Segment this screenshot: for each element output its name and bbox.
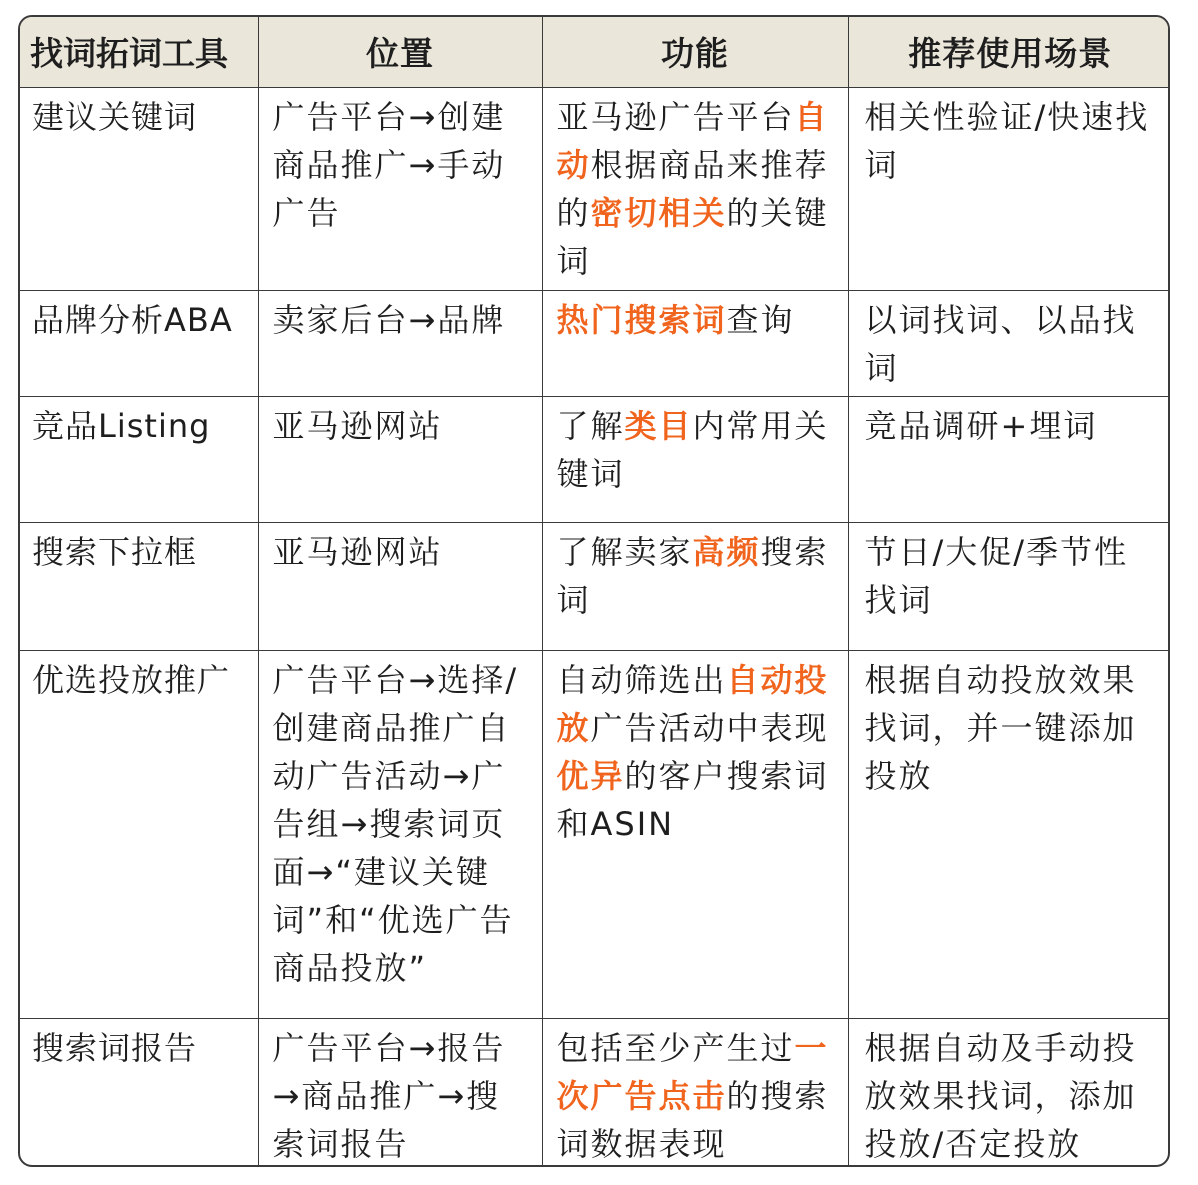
cell-scene: 节日/大促/季节性找词 xyxy=(848,522,1170,650)
cell-location: 广告平台→创建商品推广→手动广告 xyxy=(258,87,542,290)
function-text: 内常用关键词 xyxy=(556,406,829,493)
cell-scene: 以词找词、以品找词 xyxy=(848,290,1170,396)
header-function: 功能 xyxy=(542,17,848,87)
function-text: 搜索词 xyxy=(556,532,829,619)
cell-function xyxy=(542,290,848,396)
cell-function xyxy=(542,396,848,522)
cell-function xyxy=(542,650,848,1018)
cell-function xyxy=(542,522,848,650)
highlight-keyword: 热门搜索词 xyxy=(556,300,727,339)
header-row xyxy=(20,17,1170,87)
table-row xyxy=(20,290,1170,396)
highlight-keyword: 一次广告点击 xyxy=(556,1028,829,1115)
function-text: 查询 xyxy=(726,300,795,339)
table-body xyxy=(20,87,1170,1167)
cell-function xyxy=(542,87,848,290)
cell-location: 广告平台→报告→商品推广→搜索词报告 xyxy=(258,1018,542,1167)
cell-scene: 相关性验证/快速找词 xyxy=(848,87,1170,290)
highlight-keyword: 优异 xyxy=(556,756,625,795)
highlight-keyword: 类目 xyxy=(624,406,693,445)
cell-scene: 根据自动投放效果找词，并一键添加投放 xyxy=(848,650,1170,1018)
header-location: 位置 xyxy=(258,17,542,87)
function-text: 的搜索词数据表现 xyxy=(556,1076,829,1163)
cell-tool: 搜索词报告 xyxy=(20,1018,258,1167)
cell-tool: 搜索下拉框 xyxy=(20,522,258,650)
function-text: 了解卖家 xyxy=(556,532,693,571)
function-text: 包括至少产生过 xyxy=(556,1028,795,1067)
cell-scene: 根据自动及手动投放效果找词，添加投放/否定投放 xyxy=(848,1018,1170,1167)
highlight-keyword: 高频 xyxy=(692,532,761,571)
cell-location: 卖家后台→品牌 xyxy=(258,290,542,396)
header-tool: 找词拓词工具 xyxy=(20,17,258,87)
cell-function xyxy=(542,1018,848,1167)
function-text: 亚马逊广告平台 xyxy=(556,97,795,136)
keyword-tools-table xyxy=(18,15,1170,1167)
table-row xyxy=(20,1018,1170,1167)
cell-location: 亚马逊网站 xyxy=(258,396,542,522)
cell-location: 广告平台→选择/创建商品推广自动广告活动→广告组→搜索词页面→“建议关键词”和“优选广告商品投放” xyxy=(258,650,542,1018)
function-text: 了解 xyxy=(556,406,625,445)
function-text: 广告活动中表现 xyxy=(590,708,829,747)
cell-scene: 竞品调研+埋词 xyxy=(848,396,1170,522)
table-row xyxy=(20,650,1170,1018)
function-text: 的关键词 xyxy=(556,193,829,280)
highlight-keyword: 自动 xyxy=(556,97,829,184)
table-row xyxy=(20,87,1170,290)
cell-tool: 品牌分析ABA xyxy=(20,290,258,396)
cell-tool: 优选投放推广 xyxy=(20,650,258,1018)
table-row xyxy=(20,396,1170,522)
table xyxy=(20,17,1170,1167)
cell-location: 亚马逊网站 xyxy=(258,522,542,650)
header-scene: 推荐使用场景 xyxy=(848,17,1170,87)
function-text: 的客户搜索词和ASIN xyxy=(556,756,829,843)
table-row xyxy=(20,522,1170,650)
cell-tool: 建议关键词 xyxy=(20,87,258,290)
function-text: 自动筛选出 xyxy=(556,660,727,699)
highlight-keyword: 自动投放 xyxy=(556,660,829,747)
highlight-keyword: 密切相关 xyxy=(590,193,727,232)
cell-tool: 竞品Listing xyxy=(20,396,258,522)
table-header xyxy=(20,17,1170,87)
function-text: 根据商品来推荐的 xyxy=(556,145,829,232)
